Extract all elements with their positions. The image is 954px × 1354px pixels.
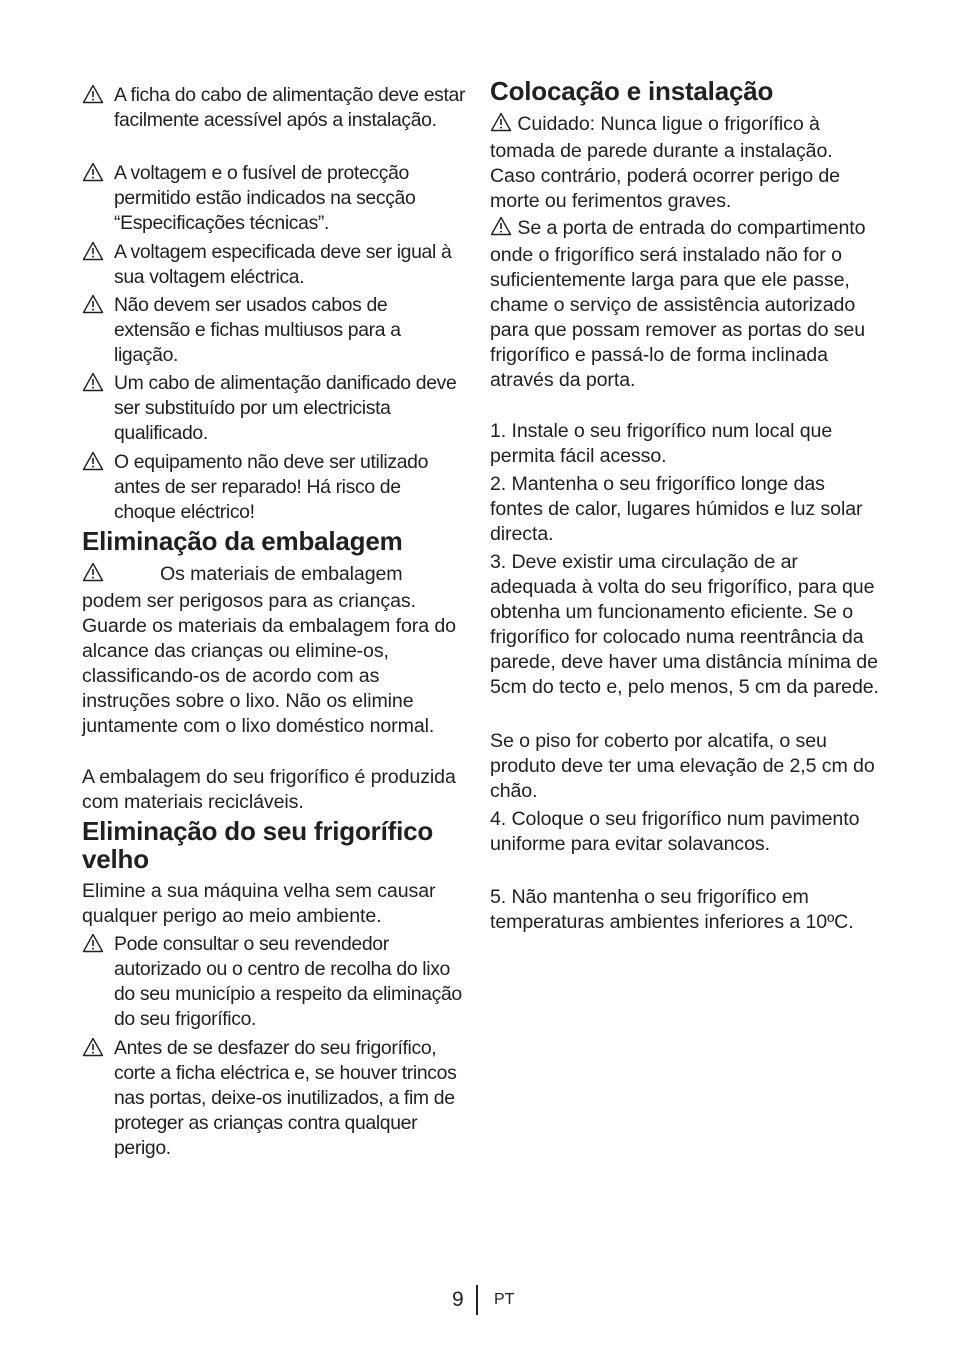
packaging-warning-text: Os materiais de embalagem podem ser perigosos para as crianças. Guarde os materiais da embalagem fora do alcance das crianças ou elimine-os, classificando-os de acordo com as instruções sobre o lixo. Não os elimine juntamente com o lixo doméstico normal. xyxy=(82,563,456,737)
warning-triangle-icon xyxy=(82,372,104,399)
section-heading-packaging: Eliminação da embalagem xyxy=(82,526,403,556)
warning-item xyxy=(82,161,467,236)
language-code: PT xyxy=(494,1291,515,1308)
warning-item xyxy=(82,240,467,290)
warning-text: Antes de se desfazer do seu frigorífico, corte a ficha eléctrica e, se houver trincos nas portas, deixe-os inutilizados, a fim de proteger as crianças contra qualquer perigo. xyxy=(114,1037,457,1159)
installation-step: Se o piso for coberto por alcatifa, o seu produto deve ter uma elevação de 2,5 cm do chão. xyxy=(490,730,875,802)
page-number: 9 xyxy=(452,1288,464,1311)
warning-triangle-icon xyxy=(490,112,512,139)
warning-item xyxy=(82,450,467,525)
warning-triangle-icon xyxy=(82,162,104,189)
installation-step: 3. Deve existir uma circulação de ar adequada à volta do seu frigorífico, para que obtenha um funcionamento eficiente. Se o frigorífico for colocado numa reentrância da parede, deve haver uma distância mínima de 5cm do tecto e, pelo menos, 5 cm da parede. xyxy=(490,551,879,698)
warning-triangle-icon xyxy=(82,241,104,268)
warning-item xyxy=(82,83,467,133)
installation-warning-text: Cuidado: Nunca ligue o frigorífico à tomada de parede durante a instalação. Caso contrário, poderá ocorrer perigo de morte ou ferimentos graves. xyxy=(490,113,840,212)
packaging-warning xyxy=(82,562,467,739)
warning-text: A voltagem especificada deve ser igual à sua voltagem eléctrica. xyxy=(114,241,452,288)
installation-step: 5. Não mantenha o seu frigorífico em temperaturas ambientes inferiores a 10ºC. xyxy=(490,886,854,933)
warning-triangle-icon xyxy=(82,451,104,478)
footer-divider xyxy=(476,1285,478,1315)
warning-triangle-icon xyxy=(82,562,104,589)
warning-text: A voltagem e o fusível de protecção permitido estão indicados na secção “Especificações técnicas”. xyxy=(114,162,416,234)
section-heading-old-fridge: Eliminação do seu frigorífico velho xyxy=(82,816,434,874)
installation-step: 1. Instale o seu frigorífico num local que permita fácil acesso. xyxy=(490,420,833,467)
warning-text: A ficha do cabo de alimentação deve estar facilmente acessível após a instalação. xyxy=(114,84,466,131)
warning-text: Pode consultar o seu revendedor autorizado ou o centro de recolha do lixo do seu município a respeito da eliminação do seu frigorífico. xyxy=(114,933,462,1030)
installation-warning-text: Se a porta de entrada do compartimento onde o frigorífico será instalado não for o suficientemente larga para que ele passe, chame o serviço de assistência autorizado para que possam remover as portas do seu frigorífico e passá-lo de forma inclinada através da porta. xyxy=(490,217,866,391)
installation-warning xyxy=(490,216,882,393)
warning-item xyxy=(82,293,467,368)
warning-item xyxy=(82,371,467,446)
packaging-paragraph: A embalagem do seu frigorífico é produzida com materiais recicláveis. xyxy=(82,766,456,813)
old-fridge-paragraph: Elimine a sua máquina velha sem causar qualquer perigo ao meio ambiente. xyxy=(82,880,436,927)
warning-triangle-icon xyxy=(82,1037,104,1064)
warning-triangle-icon xyxy=(82,933,104,960)
warning-text: Um cabo de alimentação danificado deve ser substituído por um electricista qualificado. xyxy=(114,372,457,444)
warning-item xyxy=(82,932,467,1032)
warning-triangle-icon xyxy=(82,84,104,111)
section-heading-installation: Colocação e instalação xyxy=(490,76,774,106)
installation-warning xyxy=(490,112,882,214)
warning-item xyxy=(82,1036,467,1161)
warning-triangle-icon xyxy=(82,294,104,321)
warning-text: Não devem ser usados cabos de extensão e fichas multiusos para a ligação. xyxy=(114,294,401,366)
installation-step: 4. Coloque o seu frigorífico num pavimento uniforme para evitar solavancos. xyxy=(490,808,860,855)
installation-step: 2. Mantenha o seu frigorífico longe das fontes de calor, lugares húmidos e luz solar directa. xyxy=(490,473,863,545)
warning-triangle-icon xyxy=(490,216,512,243)
warning-text: O equipamento não deve ser utilizado antes de ser reparado! Há risco de choque eléctrico! xyxy=(114,451,429,523)
